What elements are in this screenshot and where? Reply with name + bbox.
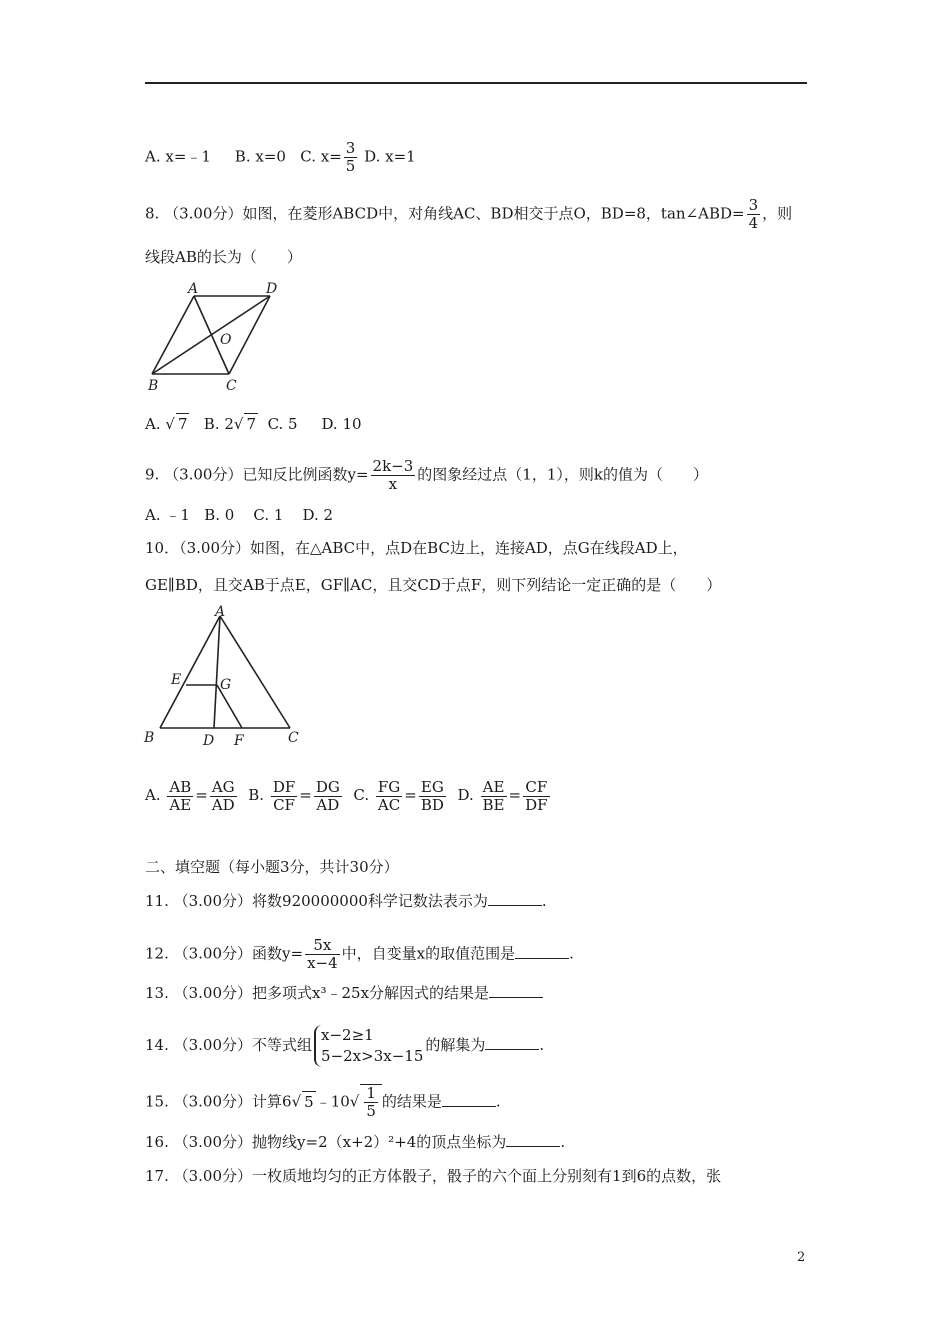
point-label-d: D [203,733,215,749]
triangle-side-ab [160,616,220,728]
center-label-o: O [220,332,232,348]
q11: 11. （3.00分）将数920000000科学记数法表示为 . [145,892,547,910]
triangle-side-ac [220,616,290,728]
q10-stem-line1: 10．（3.00分）如图，在△ABC中，点D在BC边上，连接AD，点G在线段AD上， [145,539,688,557]
q10-option-b-frac1: $\frac{DF}{CF}$ [272,777,296,814]
q7-option-a: A. x=﹣1 [145,147,211,166]
rhombus-figure [140,278,290,393]
q7-fraction: $\frac{3}{5}$ [345,139,356,175]
segment-ad [214,616,220,728]
vertex-label-d: D [266,281,278,297]
diagonal-bd [152,296,270,374]
answer-blank [488,891,542,906]
q9-options: A. ﹣1 B. 0 C. 1 D. 2 [145,506,334,524]
answer-blank [515,944,569,959]
q7-option-b: B. x=0 [234,147,286,166]
answer-blank [506,1132,560,1147]
q9-stem: 9. （3.00分）已知反比例函数y= $\frac{2k-3}{x}$ 的图象经过点（1，1），则k的值为（ ） [145,457,708,493]
q17: 17. （3.00分）一枚质地均匀的正方体骰子，骰子的六个面上分别刻有1到6的点数，张 [145,1167,722,1185]
q12: 12. （3.00分）函数y= $\frac{5x}{x-4}$ 中，自变量x的取值范围是 . [145,936,574,972]
vertex-label-a: A [188,281,199,297]
answer-blank [489,983,543,998]
q10-option-a-frac1: $\frac{AB}{AE}$ [169,777,192,814]
answer-blank [442,1092,496,1107]
q9-fraction: $\frac{2k-3}{x}$ [372,457,414,493]
q15-radicand: 5 [304,1092,314,1111]
q8-option-d: D. 10 [321,415,362,433]
rhombus-side-dc [229,296,270,374]
q10-option-a-frac2: $\frac{AG}{AD}$ [211,777,235,814]
q8-fraction: $\frac{3}{4}$ [748,196,759,232]
q15-radical-fraction: $\frac{1}{5}$ [360,1084,382,1120]
q8-options: A. √ 7 B. 2√ 7 C. 5 D. 10 [145,415,362,433]
q8-option-a-radicand: 7 [177,415,188,433]
q8-option-c: C. 5 [267,415,298,433]
q10-options: A. $\frac{AB}{AE}$ = $\frac{AG}{AD}$ B. $\frac{DF}{CF}$ = $\frac{DG}{AD}$ C. $\frac{FG}{AC}$ = $\frac{EG}{BD}$ D. $\frac{AE}{BE}$ = $\frac{CF}{DF}$ [145,777,548,814]
point-label-f: F [234,733,244,749]
q8-stem-line2: 线段AB的长为（ ） [145,248,302,266]
q7-option-c: C. x= [300,147,342,166]
q8-stem: 8. （3.00分）如图，在菱形ABCD中，对角线AC、BD相交于点O，BD=8，tan∠ABD= $\frac{3}{4}$ ，则 [145,196,793,232]
vertex-label-a: A [215,604,226,620]
page-number: 2 [797,1250,806,1265]
q12-fraction: $\frac{5x}{x-4}$ [307,936,338,972]
vertex-label-c: C [226,378,237,393]
vertex-label-c: C [288,730,299,746]
q10-option-b-frac2: $\frac{DG}{AD}$ [315,777,340,814]
q7-option-d: D. x=1 [364,147,416,166]
answer-blank [485,1035,539,1050]
q16: 16. （3.00分）抛物线y=2（x+2）²+4的顶点坐标为 . [145,1133,566,1151]
q8-option-b-radicand: 7 [246,415,257,433]
q10-option-d-frac2: $\frac{CF}{DF}$ [525,777,548,814]
rhombus-side-ba [152,296,194,374]
section-title: 二、填空题（每小题3分，共计30分） [145,858,399,876]
header-rule [145,82,807,84]
q10-option-d-frac1: $\frac{AE}{BE}$ [482,777,505,814]
q10-stem-line2: GE∥BD，且交AB于点E，GF∥AC，且交CD于点F，则下列结论一定正确的是（ ） [145,576,722,594]
triangle-figure [140,602,310,750]
vertex-label-b: B [144,730,155,746]
q14: 14. （3.00分）不等式组 x−2≥1 5−2x>3x−15 的解集为 . [145,1026,545,1065]
vertex-label-b: B [148,378,159,393]
inequality-system: x−2≥1 5−2x>3x−15 [314,1025,423,1067]
q13: 13. （3.00分）把多项式x³﹣25x分解因式的结果是 [145,983,543,1003]
q7-options [145,140,416,175]
q15: 15. （3.00分）计算6√ 5 ﹣10√ $\frac{1}{5}$ 的结果是 . [145,1084,501,1120]
q10-option-c-frac2: $\frac{EG}{BD}$ [420,777,444,814]
q10-option-c-frac1: $\frac{FG}{AC}$ [377,777,401,814]
point-label-e: E [171,672,182,688]
point-label-g: G [220,677,232,693]
